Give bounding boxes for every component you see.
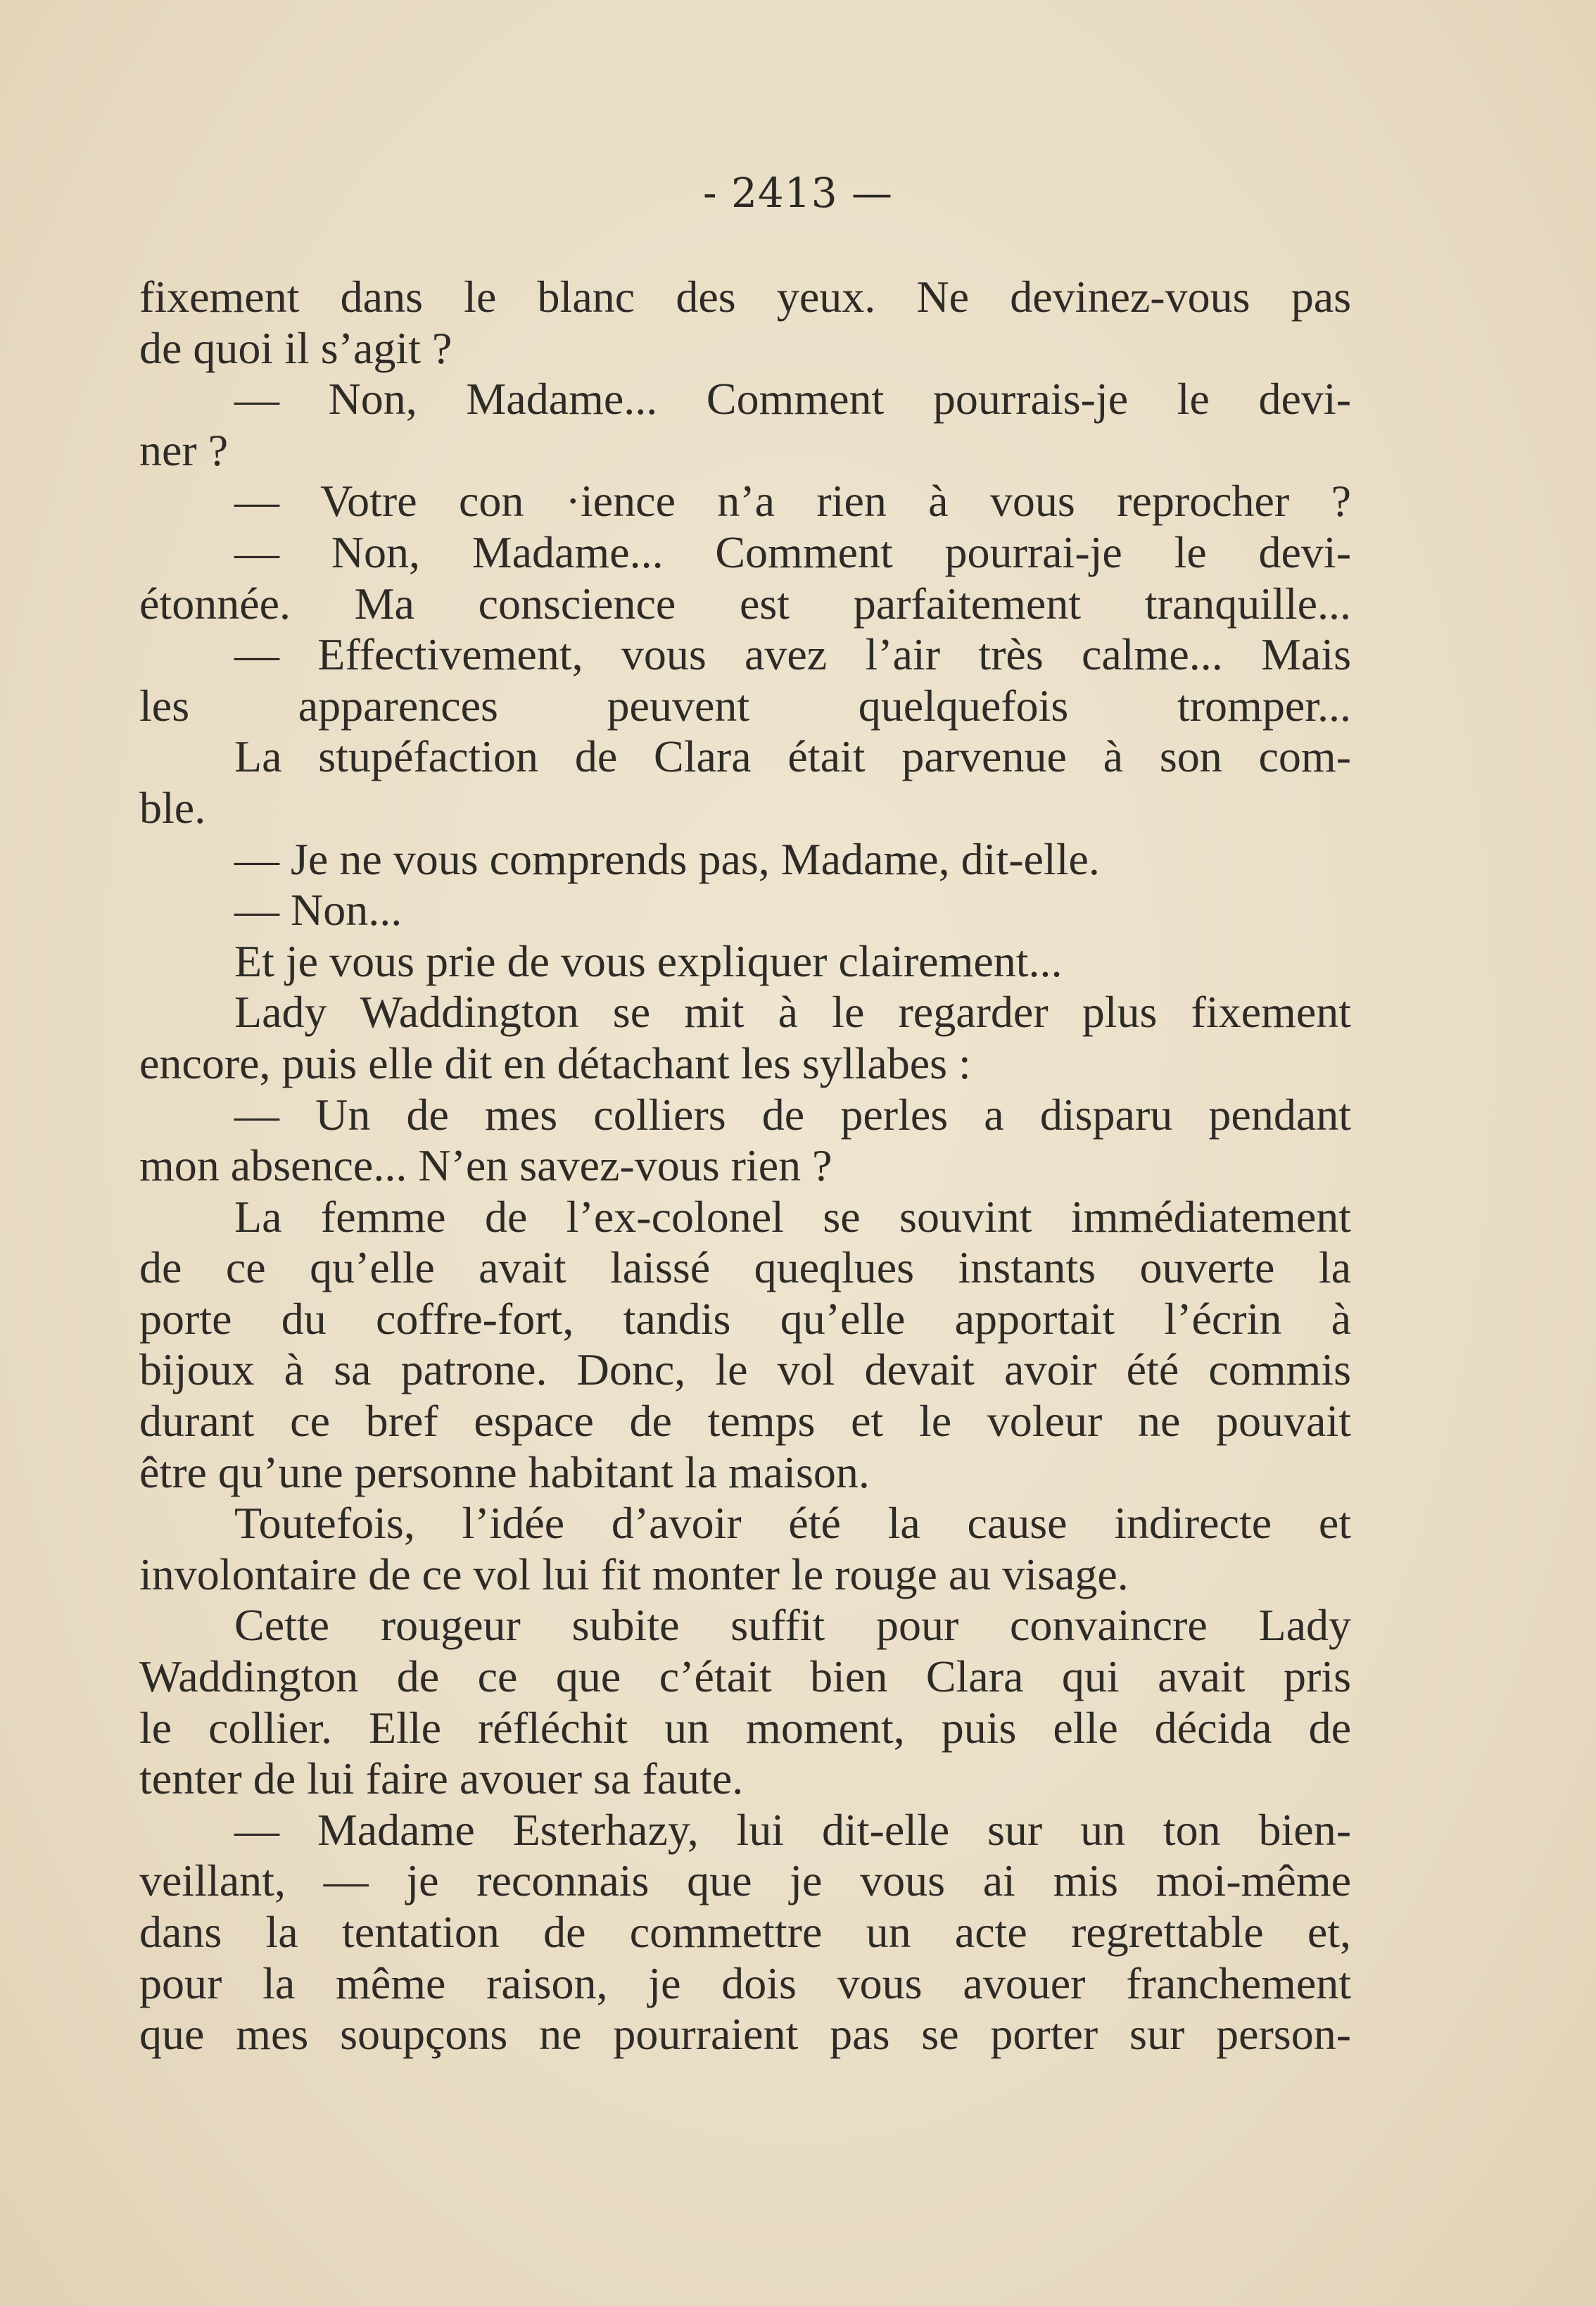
text-line: étonnée. Ma conscience est parfaitement tranquille... (139, 578, 1351, 629)
text-line: bijoux à sa patrone. Donc, le vol devait avoir été commis (139, 1344, 1351, 1395)
text-line: porte du coffre-fort, tandis qu’elle apportait l’écrin à (139, 1293, 1351, 1344)
text-line: les apparences peuvent quelquefois tromper... (139, 680, 1351, 731)
text-line: — Non, Madame... Comment pourrais-je le devi- (234, 374, 1351, 424)
page-number: - 2413 — (702, 169, 894, 217)
text-line: le collier. Elle réfléchit un moment, puis elle décida de (139, 1702, 1351, 1753)
text-line: pour la même raison, je dois vous avouer franchement (139, 1958, 1351, 2008)
text-line: Toutefois, l’idée d’avoir été la cause indirecte et (234, 1498, 1351, 1549)
text-line: durant ce bref espace de temps et le voleur ne pouvait (139, 1396, 1351, 1447)
text-line: La stupéfaction de Clara était parvenue à son com- (234, 731, 1351, 782)
text-line: que mes soupçons ne pourraient pas se porter sur person- (139, 2009, 1351, 2060)
text-line: de ce qu’elle avait laissé queqlues instants ouverte la (139, 1242, 1351, 1293)
text-line: — Madame Esterhazy, lui dit-elle sur un ton bien- (234, 1804, 1351, 1855)
text-line: ner ? (139, 424, 229, 475)
text-line: dans la tentation de commettre un acte regrettable et, (139, 1907, 1351, 1957)
text-line: Et je vous prie de vous expliquer clairement... (234, 935, 1063, 986)
text-line: ble. (139, 782, 206, 833)
text-line: Cette rougeur subite suffit pour convaincre Lady (234, 1600, 1351, 1651)
text-line: — Votre con ·ience n’a rien à vous reprocher ? (234, 476, 1351, 527)
text-line: — Je ne vous comprends pas, Madame, dit-elle. (234, 833, 1100, 884)
text-line: tenter de lui faire avouer sa faute. (139, 1753, 744, 1804)
text-line: — Non, Madame... Comment pourrai-je le devi- (234, 527, 1351, 577)
text-line: — Non... (234, 885, 403, 935)
text-line: — Un de mes colliers de perles a disparu pendant (234, 1089, 1351, 1140)
text-line: fixement dans le blanc des yeux. Ne devinez-vous pas (139, 272, 1351, 322)
text-line: être qu’une personne habitant la maison. (139, 1447, 870, 1497)
text-line: mon absence... N’en savez-vous rien ? (139, 1140, 832, 1191)
text-line: de quoi il s’agit ? (139, 322, 452, 373)
text-line: — Effectivement, vous avez l’air très calme... Mais (234, 629, 1351, 680)
text-line: encore, puis elle dit en détachant les syllabes : (139, 1038, 971, 1088)
body-text (139, 272, 1351, 2060)
text-line: veillant, — je reconnais que je vous ai mis moi-même (139, 1855, 1351, 1906)
text-line: La femme de l’ex-colonel se souvint immédiatement (234, 1191, 1351, 1242)
text-line: involontaire de ce vol lui fit monter le rouge au visage. (139, 1549, 1129, 1599)
text-line: Lady Waddington se mit à le regarder plus fixement (234, 987, 1351, 1038)
text-line: Waddington de ce que c’était bien Clara qui avait pris (139, 1651, 1351, 1702)
